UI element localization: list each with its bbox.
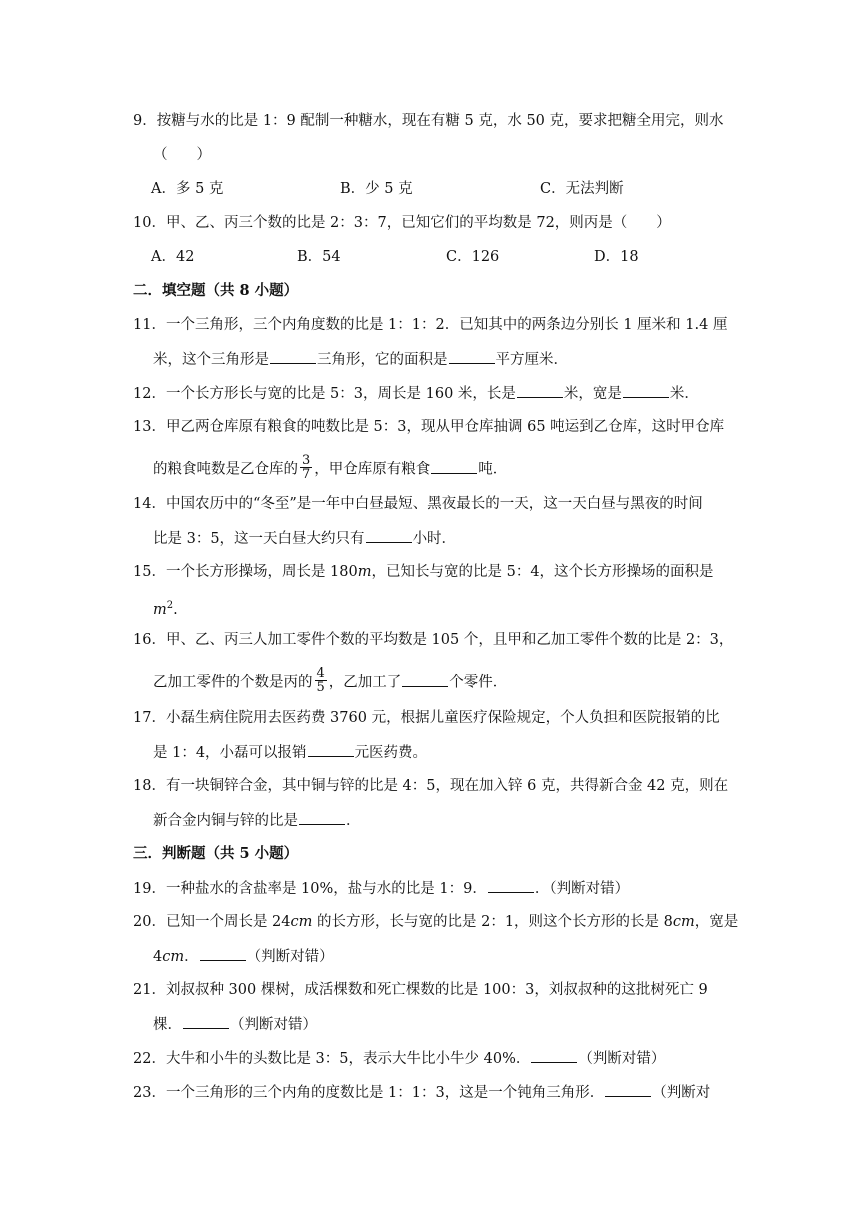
question-14-line2 — [153, 528, 456, 549]
question-20-text-f: （判断对错） — [246, 949, 334, 965]
question-10-option-a: A．42 — [151, 249, 195, 265]
question-11-line1: 11．一个三角形，三个内角度数的比是 1：1：2．已知其中的两条边分别长 1 厘米和 1.4 厘 — [133, 317, 728, 333]
question-18-line2 — [153, 810, 361, 831]
question-20-text-b: 的长方形，长与宽的比是 2：1，则这个长方形的长是 8 — [312, 914, 673, 930]
section-judgement-title: 三．判断题（共 5 小题） — [133, 845, 299, 862]
question-11-text-a: 米，这个三角形是 — [153, 352, 269, 368]
question-14-line1: 14．中国农历中的“冬至”是一年中白昼最短、黑夜最长的一天，这一天白昼与黑夜的时间 — [133, 496, 703, 512]
question-17-text-a: 是 1：4，小磊可以报销 — [153, 745, 307, 761]
question-17-text-b: 元医药费。 — [354, 745, 428, 761]
question-23-text-a: 23．一个三角形的三个内角的度数比是 1：1：3，这是一个钝角三角形． — [133, 1085, 605, 1101]
answer-blank[interactable] — [366, 528, 412, 543]
answer-blank[interactable] — [488, 878, 534, 893]
question-22 — [133, 1048, 665, 1069]
question-12-text-a: 12．一个长方形长与宽的比是 5：3，周长是 160 米，长是 — [133, 386, 516, 402]
question-9-option-c: C．无法判断 — [540, 181, 624, 197]
question-21-line1: 21．刘叔叔种 300 棵树，成活棵数和死亡棵数的比是 100：3，刘叔叔种的这批树死亡 9 — [133, 982, 708, 998]
answer-blank[interactable] — [517, 383, 563, 398]
answer-blank[interactable] — [431, 459, 477, 474]
question-18-text-b: ． — [346, 813, 361, 829]
question-11-line2 — [153, 349, 568, 370]
fraction-3-7 — [300, 454, 312, 481]
question-17-line2 — [153, 742, 427, 763]
question-20-text-c: ，宽是 — [694, 914, 739, 930]
question-13-text-b: ，甲仓库原有粮食 — [314, 461, 431, 478]
answer-blank[interactable] — [623, 383, 669, 398]
question-17-line1: 17．小磊生病住院用去医药费 3760 元，根据儿童医疗保险规定，个人负担和医院报销的比 — [133, 710, 720, 726]
question-13-text-a: 的粮食吨数是乙仓库的 — [153, 461, 298, 478]
question-19-text-a: 19．一种盐水的含盐率是 10%，盐与水的比是 1：9． — [133, 881, 487, 897]
answer-blank[interactable] — [402, 672, 448, 687]
answer-blank[interactable] — [531, 1048, 577, 1063]
question-16-line1: 16．甲、乙、丙三人加工零件个数的平均数是 105 个，且甲和乙加工零件个数的比是 2：3， — [133, 632, 734, 648]
unit-cm: cm — [672, 914, 695, 930]
question-16-line2 — [153, 666, 508, 696]
question-20-line2 — [153, 946, 334, 967]
question-22-text-a: 22．大牛和小牛的头数比是 3：5，表示大牛比小牛少 40%． — [133, 1051, 531, 1067]
unit-cm: cm — [290, 914, 313, 930]
question-12 — [133, 383, 699, 404]
question-15-text-c: . — [173, 601, 178, 618]
answer-blank[interactable] — [299, 810, 345, 825]
unit-m: m — [357, 564, 372, 580]
question-16-text-b: ，乙加工了 — [328, 674, 402, 691]
question-11-text-b: 三角形，它的面积是 — [317, 352, 448, 368]
question-18-line1: 18．有一块铜锌合金，其中铜与锌的比是 4：5，现在加入锌 6 克，共得新合金 42 克，则在 — [133, 778, 729, 794]
question-10-option-d: D．18 — [594, 249, 639, 265]
question-10-option-c: C．126 — [446, 249, 500, 265]
answer-blank[interactable] — [308, 742, 354, 757]
fraction-denominator: 5 — [316, 680, 325, 695]
question-19-text-b: ．（判断对错） — [534, 881, 630, 897]
fraction-numerator: 4 — [316, 666, 325, 681]
answer-blank[interactable] — [183, 1014, 229, 1029]
answer-blank[interactable] — [270, 349, 316, 364]
question-11-text-c: 平方厘米． — [495, 352, 568, 368]
question-12-text-b: 米，宽是 — [563, 386, 622, 402]
question-22-text-b: （判断对错） — [578, 1051, 666, 1067]
question-13-line1: 13．甲乙两仓库原有粮食的吨数比是 5：3，现从甲仓库抽调 65 吨运到乙仓库，这时甲仓库 — [133, 419, 725, 435]
answer-blank[interactable] — [449, 349, 495, 364]
fraction-denominator: 7 — [302, 467, 311, 482]
fraction-4-5 — [315, 667, 327, 694]
superscript-2: 2 — [166, 600, 174, 611]
question-19 — [133, 878, 629, 899]
question-16-text-a: 乙加工零件的个数是丙的 — [153, 674, 313, 691]
question-13-text-c: 吨． — [478, 461, 508, 478]
question-9-paren: （ ） — [153, 147, 211, 163]
question-13-line2 — [153, 453, 508, 483]
question-10-text: 10．甲、乙、丙三个数的比是 2：3：7，已知它们的平均数是 72，则丙是（ ） — [133, 215, 671, 231]
question-15-text-b: ，已知长与宽的比是 5：4，这个长方形操场的面积是 — [371, 564, 714, 580]
question-23-text-b: （判断对 — [652, 1085, 711, 1101]
question-16-text-c: 个零件． — [449, 674, 508, 691]
question-15-line1 — [133, 562, 714, 582]
question-23 — [133, 1082, 710, 1103]
question-15-text-a: 15．一个长方形操场，周长是 180 — [133, 564, 358, 580]
question-20-text-e: ． — [184, 949, 199, 965]
section-fill-in-title: 二．填空题（共 8 小题） — [133, 282, 299, 299]
fraction-numerator: 3 — [302, 453, 311, 468]
question-14-text-a: 比是 3：5，这一天白昼大约只有 — [153, 531, 365, 547]
question-15-line2 — [153, 596, 178, 620]
question-21-line2 — [153, 1014, 317, 1035]
question-18-text-a: 新合金内铜与锌的比是 — [153, 813, 298, 829]
question-14-text-b: 小时． — [412, 531, 457, 547]
question-20-line1 — [133, 912, 738, 932]
unit-m: m — [153, 601, 167, 618]
question-9-option-b: B．少 5 克 — [340, 181, 413, 197]
unit-cm: cm — [162, 949, 185, 965]
question-20-text-a: 20．已知一个周长是 24 — [133, 914, 291, 930]
question-9-option-a: A．多 5 克 — [151, 181, 224, 197]
question-9-text: 9．按糖与水的比是 1：9 配制一种糖水，现在有糖 5 克，水 50 克，要求把糖全用完，则水 — [133, 113, 724, 129]
question-21-text-b: （判断对错） — [230, 1017, 317, 1033]
question-12-text-c: 米． — [669, 386, 699, 402]
answer-blank[interactable] — [200, 946, 246, 961]
question-10-option-b: B．54 — [297, 249, 341, 265]
answer-blank[interactable] — [605, 1082, 651, 1097]
question-21-text-a: 棵． — [153, 1017, 182, 1033]
question-20-text-d: 4 — [153, 949, 163, 965]
